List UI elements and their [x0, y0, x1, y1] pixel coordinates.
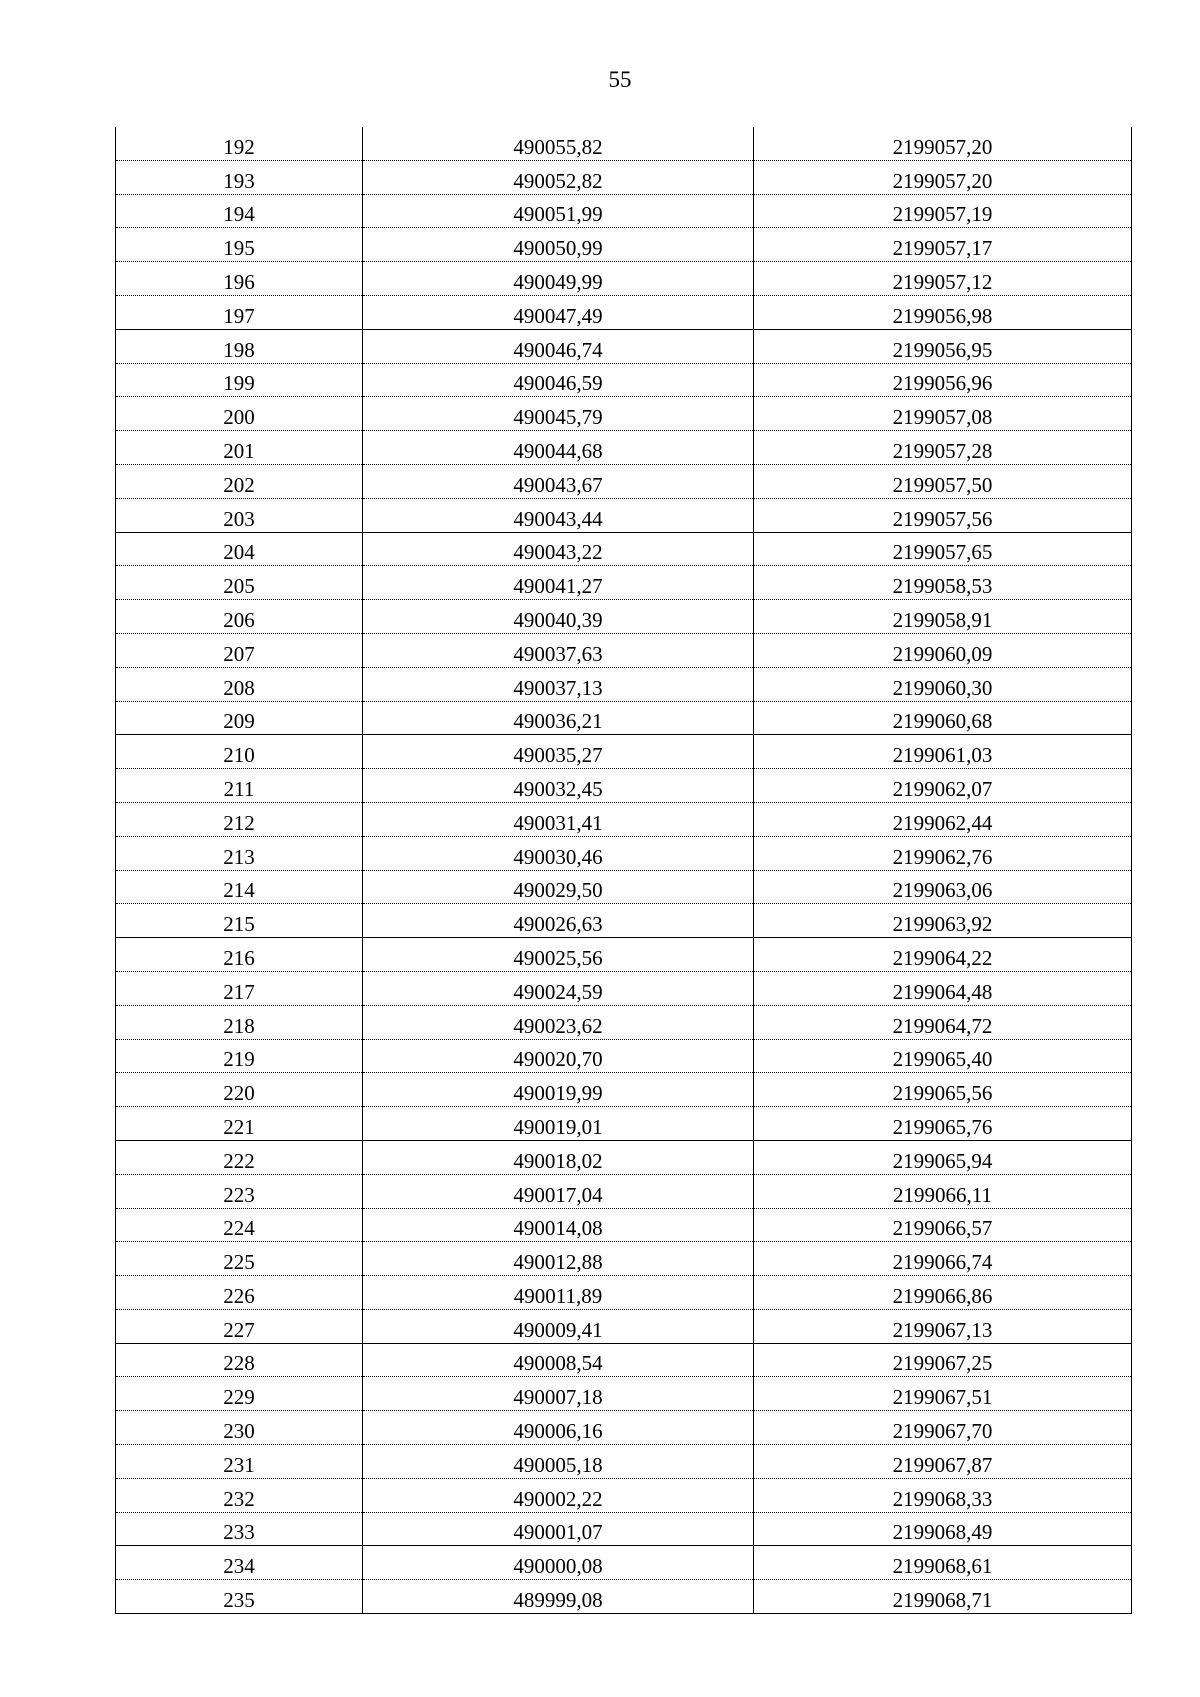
- x-coordinate-cell: 490029,50: [363, 870, 754, 904]
- table-row: [116, 735, 1132, 769]
- point-number-cell: 231: [116, 1445, 363, 1479]
- y-coordinate-cell: 2199057,08: [754, 397, 1132, 431]
- point-number-cell: 195: [116, 228, 363, 262]
- table-row: [116, 870, 1132, 904]
- x-coordinate-cell: 490032,45: [363, 769, 754, 803]
- x-coordinate-cell: 490050,99: [363, 228, 754, 262]
- y-coordinate-cell: 2199065,94: [754, 1140, 1132, 1174]
- y-coordinate-cell: 2199061,03: [754, 735, 1132, 769]
- y-coordinate-cell: 2199066,86: [754, 1276, 1132, 1310]
- table-row: [116, 701, 1132, 735]
- point-number-cell: 227: [116, 1309, 363, 1343]
- y-coordinate-cell: 2199057,20: [754, 127, 1132, 160]
- table-row: [116, 1208, 1132, 1242]
- y-coordinate-cell: 2199057,17: [754, 228, 1132, 262]
- point-number-cell: 221: [116, 1107, 363, 1141]
- page-number: 55: [608, 67, 632, 92]
- y-coordinate-cell: 2199067,70: [754, 1411, 1132, 1445]
- table-row: [116, 1411, 1132, 1445]
- y-coordinate-cell: 2199057,56: [754, 498, 1132, 532]
- y-coordinate-cell: 2199066,57: [754, 1208, 1132, 1242]
- x-coordinate-cell: 490047,49: [363, 295, 754, 329]
- table-row: [116, 1107, 1132, 1141]
- point-number-cell: 225: [116, 1242, 363, 1276]
- table-row: [116, 295, 1132, 329]
- x-coordinate-cell: 490040,39: [363, 600, 754, 634]
- x-coordinate-cell: 490049,99: [363, 262, 754, 296]
- x-coordinate-cell: 490046,74: [363, 329, 754, 363]
- x-coordinate-cell: 490036,21: [363, 701, 754, 735]
- x-coordinate-cell: 490002,22: [363, 1478, 754, 1512]
- y-coordinate-cell: 2199067,87: [754, 1445, 1132, 1479]
- x-coordinate-cell: 490018,02: [363, 1140, 754, 1174]
- y-coordinate-cell: 2199062,76: [754, 836, 1132, 870]
- point-number-cell: 219: [116, 1039, 363, 1073]
- x-coordinate-cell: 490008,54: [363, 1343, 754, 1377]
- y-coordinate-cell: 2199068,49: [754, 1512, 1132, 1546]
- table-row: [116, 769, 1132, 803]
- y-coordinate-cell: 2199064,72: [754, 1005, 1132, 1039]
- x-coordinate-cell: 490009,41: [363, 1309, 754, 1343]
- point-number-cell: 235: [116, 1580, 363, 1614]
- x-coordinate-cell: 490011,89: [363, 1276, 754, 1310]
- y-coordinate-cell: 2199065,56: [754, 1073, 1132, 1107]
- table-row: [116, 127, 1132, 160]
- table-row: [116, 1343, 1132, 1377]
- x-coordinate-cell: 489999,08: [363, 1580, 754, 1614]
- table-row: [116, 1546, 1132, 1580]
- table-row: [116, 1276, 1132, 1310]
- y-coordinate-cell: 2199064,48: [754, 971, 1132, 1005]
- y-coordinate-cell: 2199067,13: [754, 1309, 1132, 1343]
- point-number-cell: 199: [116, 363, 363, 397]
- table-row: [116, 904, 1132, 938]
- y-coordinate-cell: 2199066,11: [754, 1174, 1132, 1208]
- point-number-cell: 213: [116, 836, 363, 870]
- y-coordinate-cell: 2199056,95: [754, 329, 1132, 363]
- table-row: [116, 397, 1132, 431]
- x-coordinate-cell: 490037,63: [363, 633, 754, 667]
- y-coordinate-cell: 2199068,33: [754, 1478, 1132, 1512]
- x-coordinate-cell: 490026,63: [363, 904, 754, 938]
- point-number-cell: 226: [116, 1276, 363, 1310]
- point-number-cell: 200: [116, 397, 363, 431]
- y-coordinate-cell: 2199062,44: [754, 802, 1132, 836]
- point-number-cell: 217: [116, 971, 363, 1005]
- x-coordinate-cell: 490024,59: [363, 971, 754, 1005]
- table-row: [116, 431, 1132, 465]
- y-coordinate-cell: 2199066,74: [754, 1242, 1132, 1276]
- table-row: [116, 1377, 1132, 1411]
- table-row: [116, 802, 1132, 836]
- x-coordinate-cell: 490001,07: [363, 1512, 754, 1546]
- y-coordinate-cell: 2199060,09: [754, 633, 1132, 667]
- x-coordinate-cell: 490046,59: [363, 363, 754, 397]
- y-coordinate-cell: 2199060,30: [754, 667, 1132, 701]
- point-number-cell: 224: [116, 1208, 363, 1242]
- point-number-cell: 202: [116, 464, 363, 498]
- table-row: [116, 1174, 1132, 1208]
- table-row: [116, 1140, 1132, 1174]
- point-number-cell: 211: [116, 769, 363, 803]
- point-number-cell: 215: [116, 904, 363, 938]
- x-coordinate-cell: 490035,27: [363, 735, 754, 769]
- table-row: [116, 836, 1132, 870]
- y-coordinate-cell: 2199058,53: [754, 566, 1132, 600]
- x-coordinate-cell: 490043,44: [363, 498, 754, 532]
- point-number-cell: 207: [116, 633, 363, 667]
- table-row: [116, 566, 1132, 600]
- y-coordinate-cell: 2199068,71: [754, 1580, 1132, 1614]
- table-row: [116, 667, 1132, 701]
- coordinates-table-body: [116, 127, 1132, 1614]
- point-number-cell: 214: [116, 870, 363, 904]
- x-coordinate-cell: 490037,13: [363, 667, 754, 701]
- point-number-cell: 208: [116, 667, 363, 701]
- x-coordinate-cell: 490020,70: [363, 1039, 754, 1073]
- point-number-cell: 198: [116, 329, 363, 363]
- y-coordinate-cell: 2199064,22: [754, 938, 1132, 972]
- x-coordinate-cell: 490041,27: [363, 566, 754, 600]
- x-coordinate-cell: 490019,99: [363, 1073, 754, 1107]
- table-row: [116, 971, 1132, 1005]
- point-number-cell: 196: [116, 262, 363, 296]
- table-row: [116, 633, 1132, 667]
- table-row: [116, 498, 1132, 532]
- x-coordinate-cell: 490052,82: [363, 160, 754, 194]
- y-coordinate-cell: 2199060,68: [754, 701, 1132, 735]
- table-row: [116, 1005, 1132, 1039]
- point-number-cell: 197: [116, 295, 363, 329]
- point-number-cell: 210: [116, 735, 363, 769]
- y-coordinate-cell: 2199057,20: [754, 160, 1132, 194]
- y-coordinate-cell: 2199065,40: [754, 1039, 1132, 1073]
- point-number-cell: 218: [116, 1005, 363, 1039]
- point-number-cell: 193: [116, 160, 363, 194]
- x-coordinate-cell: 490012,88: [363, 1242, 754, 1276]
- table-row: [116, 363, 1132, 397]
- point-number-cell: 194: [116, 194, 363, 228]
- y-coordinate-cell: 2199057,19: [754, 194, 1132, 228]
- y-coordinate-cell: 2199056,98: [754, 295, 1132, 329]
- point-number-cell: 222: [116, 1140, 363, 1174]
- table-row: [116, 1039, 1132, 1073]
- point-number-cell: 216: [116, 938, 363, 972]
- y-coordinate-cell: 2199062,07: [754, 769, 1132, 803]
- table-row: [116, 194, 1132, 228]
- x-coordinate-cell: 490006,16: [363, 1411, 754, 1445]
- table-row: [116, 532, 1132, 566]
- y-coordinate-cell: 2199056,96: [754, 363, 1132, 397]
- table-row: [116, 1242, 1132, 1276]
- point-number-cell: 204: [116, 532, 363, 566]
- table-row: [116, 1512, 1132, 1546]
- table-row: [116, 1580, 1132, 1614]
- y-coordinate-cell: 2199057,50: [754, 464, 1132, 498]
- y-coordinate-cell: 2199057,28: [754, 431, 1132, 465]
- x-coordinate-cell: 490043,67: [363, 464, 754, 498]
- point-number-cell: 220: [116, 1073, 363, 1107]
- point-number-cell: 212: [116, 802, 363, 836]
- x-coordinate-cell: 490007,18: [363, 1377, 754, 1411]
- y-coordinate-cell: 2199063,92: [754, 904, 1132, 938]
- table-row: [116, 160, 1132, 194]
- table-row: [116, 464, 1132, 498]
- x-coordinate-cell: 490017,04: [363, 1174, 754, 1208]
- point-number-cell: 228: [116, 1343, 363, 1377]
- table-row: [116, 1445, 1132, 1479]
- point-number-cell: 223: [116, 1174, 363, 1208]
- x-coordinate-cell: 490043,22: [363, 532, 754, 566]
- table-row: [116, 938, 1132, 972]
- point-number-cell: 205: [116, 566, 363, 600]
- x-coordinate-cell: 490031,41: [363, 802, 754, 836]
- x-coordinate-cell: 490005,18: [363, 1445, 754, 1479]
- table-row: [116, 1478, 1132, 1512]
- point-number-cell: 203: [116, 498, 363, 532]
- point-number-cell: 209: [116, 701, 363, 735]
- y-coordinate-cell: 2199065,76: [754, 1107, 1132, 1141]
- x-coordinate-cell: 490051,99: [363, 194, 754, 228]
- x-coordinate-cell: 490019,01: [363, 1107, 754, 1141]
- point-number-cell: 229: [116, 1377, 363, 1411]
- point-number-cell: 192: [116, 127, 363, 160]
- y-coordinate-cell: 2199067,51: [754, 1377, 1132, 1411]
- x-coordinate-cell: 490000,08: [363, 1546, 754, 1580]
- point-number-cell: 232: [116, 1478, 363, 1512]
- table-row: [116, 228, 1132, 262]
- point-number-cell: 230: [116, 1411, 363, 1445]
- x-coordinate-cell: 490055,82: [363, 127, 754, 160]
- x-coordinate-cell: 490045,79: [363, 397, 754, 431]
- x-coordinate-cell: 490044,68: [363, 431, 754, 465]
- table-row: [116, 1309, 1132, 1343]
- x-coordinate-cell: 490025,56: [363, 938, 754, 972]
- table-row: [116, 262, 1132, 296]
- point-number-cell: 233: [116, 1512, 363, 1546]
- y-coordinate-cell: 2199057,12: [754, 262, 1132, 296]
- table-row: [116, 600, 1132, 634]
- y-coordinate-cell: 2199067,25: [754, 1343, 1132, 1377]
- y-coordinate-cell: 2199058,91: [754, 600, 1132, 634]
- table-row: [116, 1073, 1132, 1107]
- x-coordinate-cell: 490014,08: [363, 1208, 754, 1242]
- x-coordinate-cell: 490030,46: [363, 836, 754, 870]
- y-coordinate-cell: 2199063,06: [754, 870, 1132, 904]
- table-row: [116, 329, 1132, 363]
- point-number-cell: 201: [116, 431, 363, 465]
- point-number-cell: 234: [116, 1546, 363, 1580]
- x-coordinate-cell: 490023,62: [363, 1005, 754, 1039]
- y-coordinate-cell: 2199057,65: [754, 532, 1132, 566]
- y-coordinate-cell: 2199068,61: [754, 1546, 1132, 1580]
- point-number-cell: 206: [116, 600, 363, 634]
- coordinates-table: [115, 127, 1132, 1614]
